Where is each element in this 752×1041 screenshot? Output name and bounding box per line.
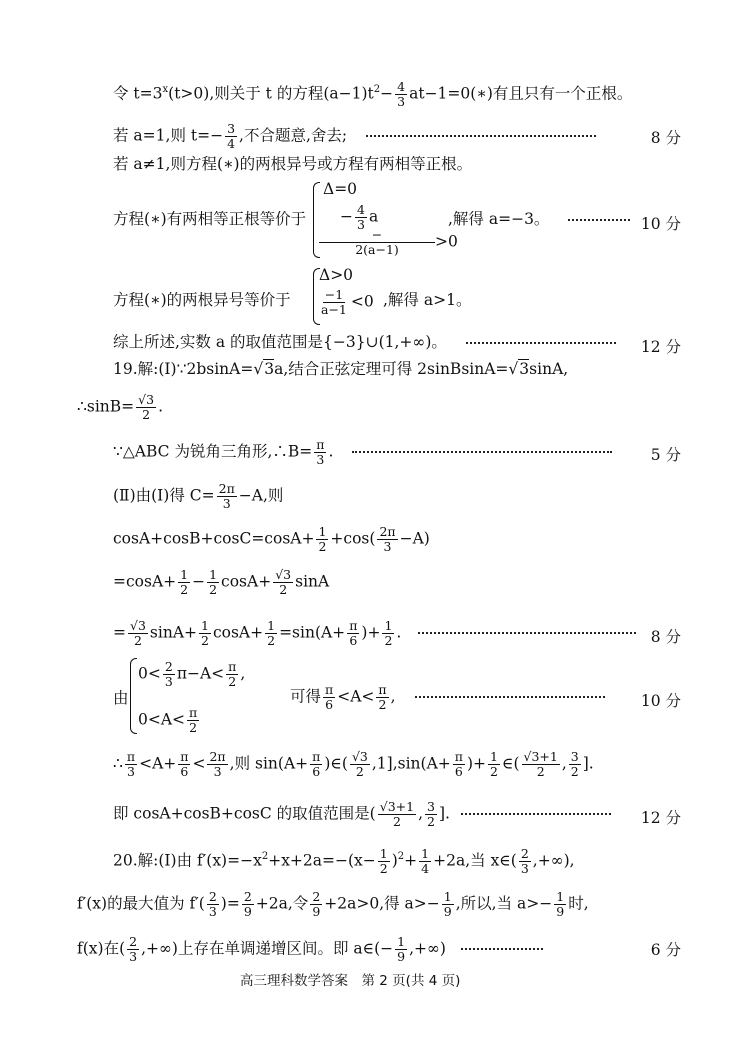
- line-18: [77, 890, 589, 919]
- numerator: π: [228, 659, 237, 674]
- superscript: 2: [261, 851, 269, 863]
- denominator: 6: [454, 763, 463, 779]
- numerator: 1: [421, 846, 430, 861]
- text: +2a>0,得 a>−: [324, 894, 440, 913]
- fraction: [453, 750, 465, 779]
- text: 即 cosA+cosB+cosC 的取值范围是(: [113, 804, 376, 823]
- denominator: 2: [379, 860, 388, 876]
- fraction: [395, 80, 407, 109]
- fraction: [136, 393, 156, 422]
- numerator: 4: [397, 79, 406, 94]
- condition-1: [138, 660, 245, 689]
- numerator: 4: [357, 202, 365, 217]
- numerator: 2π: [209, 749, 226, 764]
- text: =cosA+: [113, 572, 177, 591]
- text: ,不合题意,舍去;: [239, 126, 348, 145]
- fraction: [554, 890, 566, 919]
- line-2: [113, 122, 596, 151]
- fraction: [178, 750, 190, 779]
- numerator: π: [349, 618, 358, 633]
- fraction: [378, 847, 390, 876]
- denominator: 2: [279, 581, 288, 597]
- text: 可得: [290, 687, 322, 706]
- text: 0<A<: [138, 710, 186, 729]
- text: ].: [438, 804, 450, 823]
- denominator: 2(a−1): [355, 241, 399, 257]
- numerator: 1: [267, 618, 276, 633]
- numerator: 2: [243, 889, 252, 904]
- text: <A<: [337, 687, 375, 706]
- denominator: 9: [397, 948, 406, 964]
- denominator: 6: [180, 763, 189, 779]
- text: <: [192, 754, 206, 773]
- numerator: π: [126, 749, 136, 764]
- line-14-prefix: 由: [113, 689, 129, 707]
- text: ∈(: [501, 754, 520, 773]
- denominator: 9: [243, 903, 252, 919]
- numerator: 2: [208, 889, 217, 904]
- leader-dots: [568, 219, 630, 221]
- text: <A+: [139, 754, 177, 773]
- denominator: 3: [208, 903, 217, 919]
- line-4-result: [448, 212, 630, 228]
- fraction: [395, 935, 407, 964]
- text: +cos(: [330, 529, 376, 548]
- line-4-label: 方程(∗)有两相等正根等价于: [113, 210, 307, 228]
- fraction: [125, 750, 137, 779]
- leader-dots: [466, 342, 616, 344]
- numerator: √3: [138, 392, 155, 407]
- fraction: [522, 750, 560, 779]
- fraction: [377, 525, 397, 554]
- fraction: [347, 619, 359, 648]
- fraction: [310, 750, 322, 779]
- denominator: 3: [357, 216, 365, 232]
- denominator: 6: [349, 632, 358, 648]
- denominator: 2: [209, 581, 218, 597]
- denominator: 2: [142, 406, 151, 422]
- text: ∴: [113, 754, 123, 773]
- text: ,+∞)上存在单调递增区间。即 a∈(−: [141, 939, 394, 958]
- leader-dots: [418, 632, 636, 634]
- score-mark: 10 分: [640, 692, 681, 710]
- text: 0<: [138, 664, 161, 683]
- fraction: [207, 750, 227, 779]
- text: 19.解:(Ⅰ)∵2bsinA=: [113, 360, 254, 378]
- line-14-result: [290, 683, 605, 712]
- denominator: 2: [189, 719, 198, 735]
- numerator: 1: [384, 618, 393, 633]
- score-mark: 8 分: [650, 628, 681, 646]
- superscript: x: [162, 84, 169, 96]
- text: a,结合正弦定理可得 2sinBsinA=: [274, 360, 509, 378]
- denominator: 2: [228, 673, 237, 689]
- score-mark: 10 分: [640, 215, 681, 233]
- leader-dots: [352, 451, 612, 453]
- text: sinA: [295, 572, 330, 591]
- numerator: √3: [351, 749, 368, 764]
- text: ): [391, 851, 398, 870]
- numerator: 1: [379, 846, 388, 861]
- text: .: [328, 442, 334, 461]
- numerator: π: [378, 682, 387, 697]
- fraction: [273, 568, 293, 597]
- numerator: 2π: [218, 481, 235, 496]
- leader-dots: [415, 696, 605, 698]
- line-1: [113, 80, 632, 109]
- numerator: 1: [556, 889, 565, 904]
- denominator: 2: [201, 632, 209, 648]
- superscript: 2: [373, 84, 381, 96]
- numerator: 1: [209, 567, 218, 582]
- numerator: 3: [570, 749, 579, 764]
- denominator: 6: [325, 696, 334, 712]
- score-mark: 5 分: [650, 446, 681, 464]
- numerator: 2: [312, 889, 321, 904]
- denominator: 2: [318, 538, 327, 554]
- page-footer: 高三理科数学答案 第 2 页(共 4 页): [240, 973, 461, 989]
- score-mark: 12 分: [640, 338, 681, 356]
- text: cosA+: [212, 623, 264, 642]
- fraction: [442, 890, 454, 919]
- score-mark: 6 分: [650, 941, 681, 959]
- text: =: [113, 623, 126, 642]
- text: ,: [418, 804, 424, 823]
- numerator: 3: [427, 799, 435, 814]
- denominator: 9: [312, 903, 321, 919]
- text: −: [340, 207, 353, 226]
- text: −: [380, 84, 394, 103]
- denominator: 3: [127, 763, 135, 779]
- line-9: [113, 438, 612, 467]
- text: )+: [361, 623, 381, 642]
- fraction: [319, 288, 349, 317]
- text: +: [404, 851, 418, 870]
- text: −A): [399, 529, 430, 548]
- text: 20.解:(Ⅰ)由 f′(x)=−x: [113, 851, 262, 870]
- text: .: [396, 623, 402, 642]
- fraction: [425, 800, 437, 829]
- numerator: 1: [180, 567, 189, 582]
- denominator: 3: [213, 763, 222, 779]
- text: .: [158, 397, 163, 416]
- text: ,所以,当 a>−: [455, 894, 553, 913]
- denominator: 2: [490, 763, 498, 779]
- text: 若 a=1,则 t=−: [113, 126, 224, 145]
- text: ∴sinB=: [77, 397, 135, 416]
- denominator: 2: [180, 581, 189, 597]
- numerator: 2: [520, 846, 529, 861]
- denominator: 2: [570, 763, 579, 779]
- fraction: [378, 800, 416, 829]
- numerator: π: [180, 749, 189, 764]
- fraction: [265, 619, 277, 648]
- fraction: [242, 890, 254, 919]
- radicand: 3: [519, 360, 530, 378]
- numerator: −1: [324, 287, 344, 302]
- text: cosA+: [221, 572, 272, 591]
- fraction: [519, 847, 531, 876]
- text: cosA+cosB+cosC=cosA+: [113, 529, 315, 548]
- text: f(x)在(: [77, 939, 126, 958]
- text: ∵△ABC 为锐角三角形,∴B=: [113, 442, 313, 461]
- denominator: 3: [222, 495, 231, 511]
- radicand: 3: [264, 360, 275, 378]
- denominator: 3: [383, 538, 392, 554]
- numerator: 1: [443, 889, 452, 904]
- fraction: [217, 482, 237, 511]
- line-19: [77, 935, 543, 964]
- numerator: π: [189, 705, 198, 720]
- denominator: 4: [421, 860, 430, 876]
- text: ].: [582, 754, 594, 773]
- text: at−1=0(∗)有且只有一个正根。: [409, 84, 633, 103]
- fraction: [314, 438, 326, 467]
- fraction: [419, 847, 431, 876]
- numerator: √3+1: [379, 799, 415, 814]
- text: ,1],sin(A+: [371, 754, 451, 773]
- numerator: π: [325, 682, 334, 697]
- denominator: 2: [133, 632, 142, 648]
- numerator: 1: [397, 934, 406, 949]
- fraction: [178, 568, 190, 597]
- fraction: [488, 750, 500, 779]
- numerator: √3: [130, 618, 146, 633]
- line-15: [113, 750, 594, 779]
- numerator: 2: [164, 659, 173, 674]
- left-brace: [130, 658, 137, 734]
- denominator: 2: [392, 813, 401, 829]
- fraction: [128, 619, 148, 648]
- denominator: 9: [443, 903, 452, 919]
- text: ,+∞): [409, 939, 446, 958]
- text: >0: [435, 232, 458, 251]
- text: (Ⅱ)由(Ⅰ)得 C=: [113, 486, 215, 505]
- denominator: 3: [316, 451, 325, 467]
- denominator: 3: [164, 673, 173, 689]
- line-13: [113, 619, 636, 648]
- fraction: [310, 890, 322, 919]
- leader-dots: [461, 948, 543, 950]
- line-10: [113, 482, 283, 511]
- text: ,+∞),: [532, 851, 575, 870]
- leader-dots: [461, 813, 611, 815]
- text: 时,: [568, 894, 589, 913]
- fraction: [382, 619, 394, 648]
- condition-1: Δ>0: [319, 266, 354, 284]
- numerator: π: [454, 749, 463, 764]
- fraction: [350, 750, 370, 779]
- denominator: 2: [384, 632, 393, 648]
- numerator: 1: [318, 524, 327, 539]
- text: +2a,当 x∈(: [433, 851, 517, 870]
- denominator: 2: [536, 763, 545, 779]
- text: ,则 sin(A+: [229, 754, 309, 773]
- line-5-label: 方程(∗)的两根异号等价于: [113, 291, 291, 309]
- line-16: [113, 800, 611, 829]
- condition-3: [319, 228, 458, 257]
- numerator: 2π: [379, 524, 396, 539]
- denominator: 3: [129, 948, 138, 964]
- denominator: 2: [427, 813, 435, 829]
- leader-dots: [366, 135, 596, 137]
- numerator: 2: [129, 934, 138, 949]
- denominator: 3: [397, 93, 406, 109]
- numerator: π: [316, 437, 325, 452]
- text: ,: [240, 664, 246, 683]
- text: 令 t=3: [113, 84, 163, 103]
- text: )∈(: [324, 754, 348, 773]
- condition-2: [138, 706, 201, 735]
- text: =sin(A+: [279, 623, 346, 642]
- line-7: 19.解:(Ⅰ)∵2bsinA=√3a,结合正弦定理可得 2sinBsinA=√3sinA,: [113, 360, 569, 378]
- denominator: 2: [355, 763, 364, 779]
- line-5-result: ,解得 a>1。: [383, 291, 472, 309]
- denominator: 6: [312, 763, 321, 779]
- fraction: [199, 619, 211, 648]
- fraction: [127, 935, 139, 964]
- numerator: −: [319, 228, 435, 243]
- fraction: [207, 890, 219, 919]
- numerator: √3+1: [523, 749, 558, 764]
- text: sinA+: [149, 623, 197, 642]
- numerator: 3: [227, 121, 236, 136]
- denominator: 3: [520, 860, 529, 876]
- line-8: [77, 393, 163, 422]
- fraction: [376, 683, 388, 712]
- superscript: 2: [397, 851, 405, 863]
- text: ,: [390, 687, 396, 706]
- fraction: [569, 750, 581, 779]
- fraction: [316, 525, 328, 554]
- text: (t>0),则关于 t 的方程(a−1)t: [168, 84, 374, 103]
- text: 综上所述,实数 a 的取值范围是{−3}∪(1,+∞)。: [113, 333, 447, 351]
- denominator: 9: [556, 903, 565, 919]
- text: <0: [350, 292, 374, 311]
- numerator: √3: [275, 567, 292, 582]
- condition-2: [317, 288, 374, 317]
- text: −: [192, 572, 206, 591]
- numerator: π: [312, 749, 321, 764]
- score-mark: 12 分: [640, 809, 681, 827]
- text: π−A<: [176, 664, 225, 683]
- line-17: [113, 847, 575, 876]
- denominator: 2: [378, 696, 387, 712]
- fraction: [226, 660, 238, 689]
- text: ,解得 a=−3。: [448, 210, 550, 228]
- fraction: [187, 706, 199, 735]
- denominator: 4: [227, 135, 236, 151]
- text: )=: [220, 894, 240, 913]
- fraction: [321, 228, 433, 257]
- line-3: 若 a≠1,则方程(∗)的两根异号或方程有两相等正根。: [113, 155, 473, 173]
- line-6: [113, 335, 616, 351]
- score-mark: 8 分: [650, 129, 681, 147]
- line-11: [113, 525, 430, 554]
- text: a: [368, 207, 379, 226]
- condition-1: Δ=0: [323, 180, 358, 198]
- text: +2a,令: [255, 894, 309, 913]
- fraction: [163, 660, 175, 689]
- line-12: [113, 568, 329, 597]
- denominator: 2: [267, 632, 276, 648]
- fraction: [323, 683, 335, 712]
- text: −A,则: [238, 486, 284, 505]
- fraction: [225, 122, 237, 151]
- text: +x+2a=−(x−: [268, 851, 376, 870]
- numerator: 1: [201, 618, 209, 633]
- text: f′(x)的最大值为 f′(: [77, 894, 205, 913]
- text: ,: [561, 754, 567, 773]
- text: )+: [466, 754, 487, 773]
- text: sinA,: [529, 360, 569, 378]
- denominator: a−1: [321, 301, 347, 317]
- numerator: 1: [490, 749, 498, 764]
- fraction: [207, 568, 219, 597]
